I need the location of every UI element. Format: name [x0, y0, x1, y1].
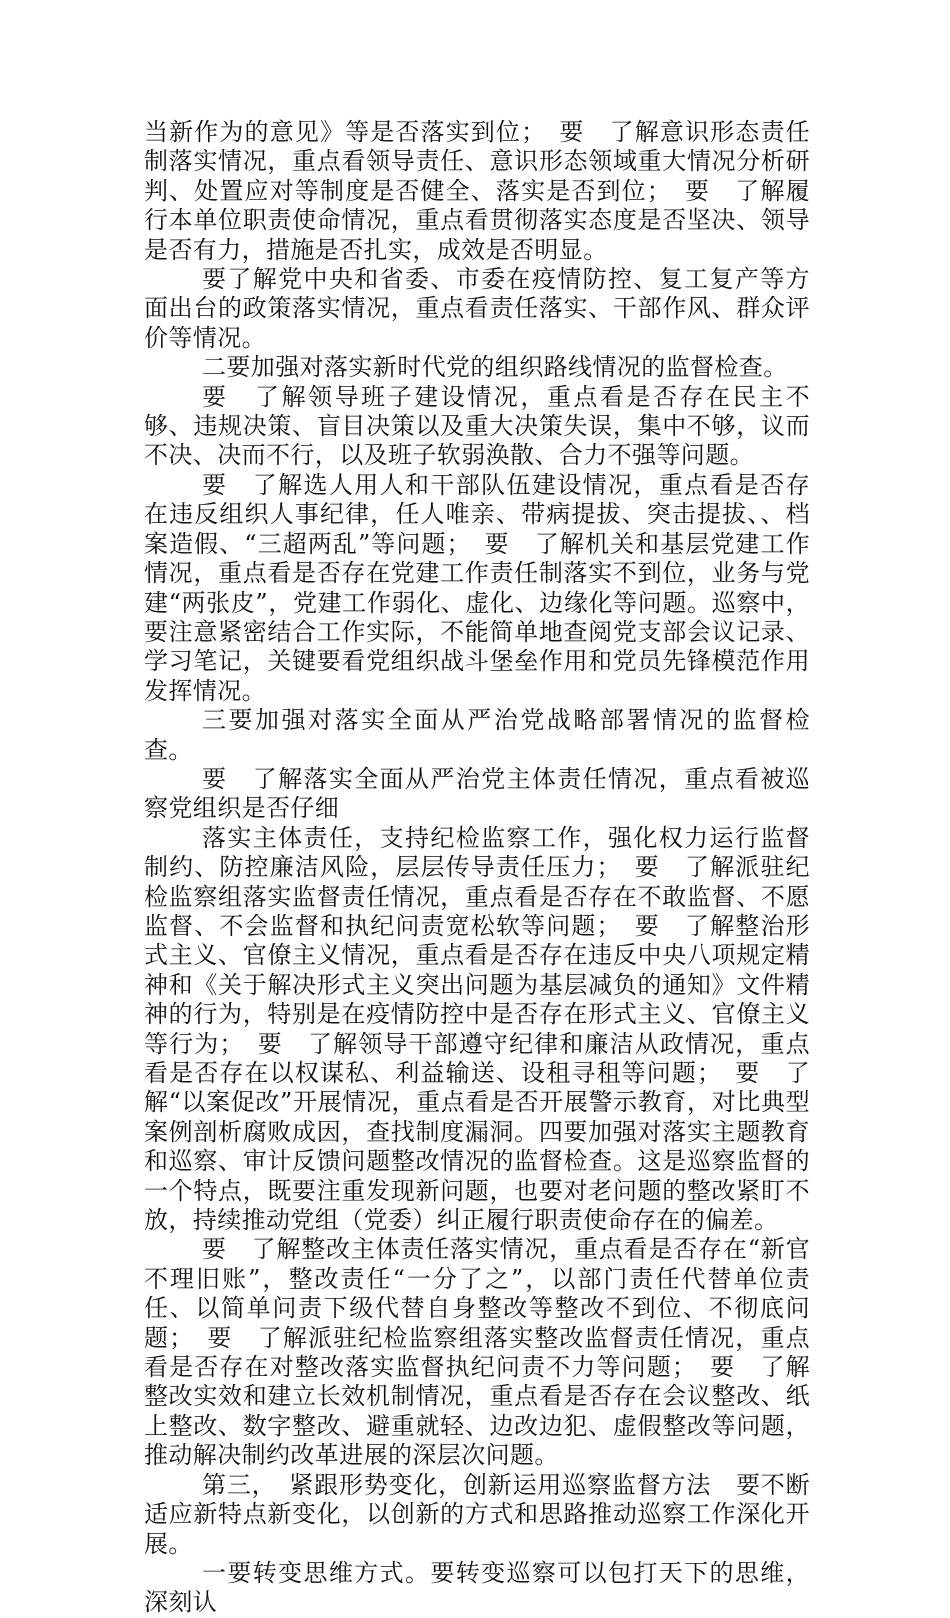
paragraph-3: 二要加强对落实新时代党的组织路线情况的监督检查。: [202, 353, 788, 382]
paragraph-2: 要了解党中央和省委、市委在疫情防控、复工复产等方面出台的政策落实情况，重点看责任落实、干部作风、群众评价等情况。: [144, 265, 810, 352]
paragraph-8: 落实主体责任，支持纪检监察工作，强化权力运行监督制约、防控廉洁风险，层层传导责任压力； 要 了解派驻纪检监察组落实监督责任情况，重点看是否存在不敢监督、不愿监督、不会监督和执纪问责宽松软等问题； 要 了解整治形式主义、官僚主义情况，重点看是否存在违反中央八项规定精神和《关于解决形式主义突出问题为基层减负的通知》文件精神的行为，特别是在疫情防控中是否存在形式主义、官僚主义等行为； 要 了解领导干部遵守纪律和廉洁从政情况，重点看是否存在以权谋私、利益输送、设租寻租等问题； 要 了解“以案促改”开展情况，重点看是否开展警示教育，对比典型案例剖析腐败成因，查找制度漏洞。四要加强对落实主题教育和巡察、审计反馈问题整改情况的监督检查。这是巡察监督的一个特点，既要注重发现新问题，也要对老问题的整改紧盯不放，持续推动党组（党委）纠正履行职责使命存在的偏差。: [144, 823, 810, 1235]
paragraph-10: 第三， 紧跟形势变化，创新运用巡察监督方法 要不断适应新特点新变化，以创新的方式和思路推动巡察工作深化开展。: [144, 1470, 810, 1558]
document-body: [144, 118, 810, 1618]
paragraph-9: 要 了解整改主体责任落实情况，重点看是否存在“新官不理旧账”，整改责任“一分了之”，以部门责任代替单位责任、以简单问责下级代替自身整改等整改不到位、不彻底问题； 要 了解派驻纪检监察组落实整改监督责任情况，重点看是否存在对整改落实监督执纪问责不力等问题； 要 了解整改实效和建立长效机制情况，重点看是否存在会议整改、纸上整改、数字整改、避重就轻、边改边犯、虚假整改等问题，推动解决制约改革进展的深层次问题。: [144, 1235, 810, 1470]
paragraph-11: 一要转变思维方式。要转变巡察可以包打天下的思维，深刻认: [144, 1558, 810, 1617]
paragraph-1: 当新作为的意见》等是否落实到位； 要 了解意识形态责任制落实情况，重点看领导责任、意识形态领域重大情况分析研判、处置应对等制度是否健全、落实是否到位； 要 了解履行本单位职责使命情况，重点看贯彻落实态度是否坚决、领导是否有力，措施是否扎实，成效是否明显。: [144, 118, 810, 264]
paragraph-4: 要 了解领导班子建设情况，重点看是否存在民主不够、违规决策、盲目决策以及重大决策失误，集中不够，议而不决、决而不行，以及班子软弱涣散、合力不强等问题。: [144, 382, 810, 470]
paragraph-6: 三要加强对落实全面从严治党战略部署情况的监督检查。: [144, 706, 810, 764]
paragraph-7: 要 了解落实全面从严治党主体责任情况，重点看被巡察党组织是否仔细: [144, 764, 810, 823]
paragraph-5: 要 了解选人用人和干部队伍建设情况，重点看是否存在违反组织人事纪律，任人唯亲、带病提拔、突击提拔、、档案造假、“三超两乱”等问题； 要 了解机关和基层党建工作情况，重点看是否存在党建工作责任制落实不到位，业务与党建“两张皮”，党建工作弱化、虚化、边缘化等问题。巡察中，要注意紧密结合工作实际，不能简单地查阅党支部会议记录、学习笔记，关键要看党组织战斗堡垒作用和党员先锋模范作用发挥情况。: [144, 470, 810, 705]
